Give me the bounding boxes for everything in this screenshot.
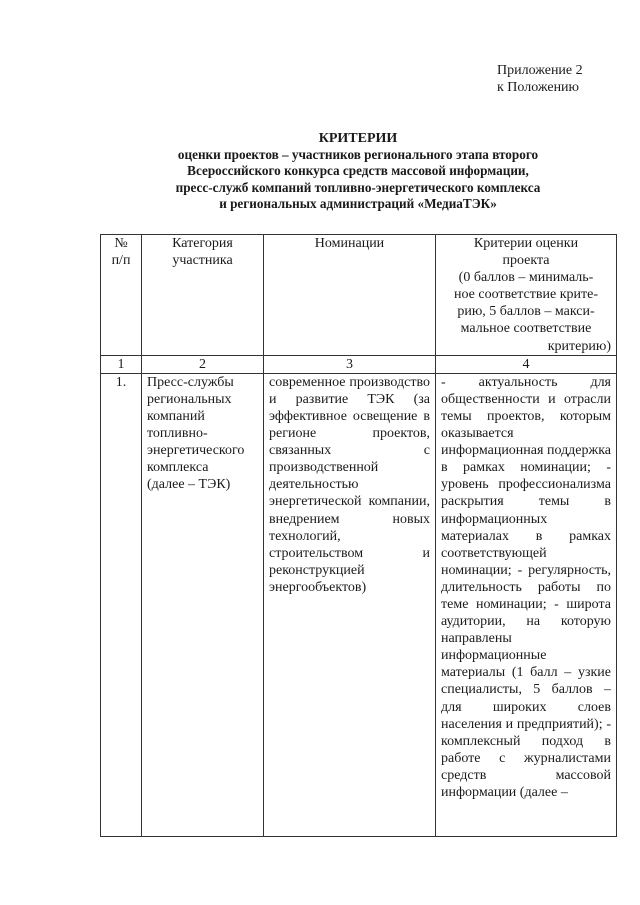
table-row [101,373,617,836]
appendix-note [497,62,583,96]
column-number-4: 4 [436,355,617,373]
title-line-4: и региональных администраций «МедиаТЭК» [219,195,497,211]
title-line-1: оценки проектов – участников регионального этапа второго [177,147,539,163]
row-nominations: современное производство и развитие ТЭК (за эффективное освещение в регионе проектов, связанных с производственной деятельностью энергетической компании, внедрением новых технологий, строительством и реконструкцией энергообъектов) [264,373,436,836]
title-line-2: Всероссийского конкурса средств массовой информации, [187,163,529,179]
document-title [100,131,616,212]
appendix-line-1: Приложение 2 [497,63,583,78]
header-category: Категория участника [142,235,264,356]
header-criteria: Критерии оценки проекта (0 баллов – минималь- ное соответствие крите- рию, 5 баллов – макси- мальное соответствие критерию) [436,235,617,356]
title-heading: КРИТЕРИИ [318,131,398,146]
header-num: № п/п [101,235,142,356]
title-line-3: пресс-служб компаний топливно-энергетического комплекса [175,179,541,195]
row-criteria: - актуальность для общественности и отрасли темы проектов, которым оказывается информационная поддержка в рамках номинации; - уровень профессионализма раскрытия темы в информационных материалах в рамках соответствующей номинации; - регулярность, длительность работы по теме номинации; - широта аудитории, на которую направлены информационные материалы (1 балл – узкие специалисты, 5 баллов – для широких слоев населения и предприятий); - комплексный подход в работе с журналистами средств массовой информации (далее – [436,373,617,836]
header-nominations: Номинации [264,235,436,356]
row-number: 1. [101,373,142,836]
appendix-line-2: к Положению [497,80,580,95]
criteria-table [100,234,617,837]
table-header-row [101,235,617,356]
row-category: Пресс-службы региональных компаний топливно- энергетического комплекса (далее – ТЭК) [142,373,264,836]
column-number-row [101,355,617,373]
column-number-3: 3 [264,355,436,373]
column-number-1: 1 [101,355,142,373]
column-number-2: 2 [142,355,264,373]
